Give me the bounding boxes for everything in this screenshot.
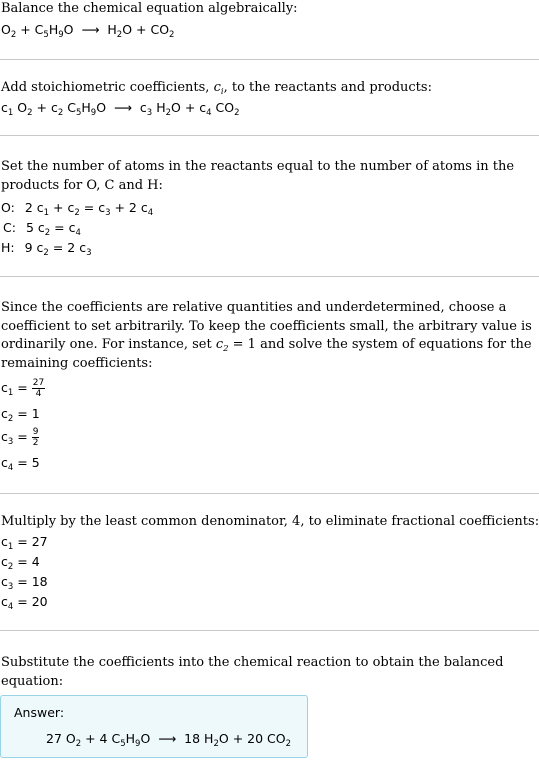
divider	[0, 59, 539, 60]
step6-intro: Substitute the coefficients into the chemical reaction to obtain the balanced equation:	[1, 655, 504, 689]
atom-row-c: C: 5 $c_2 = c_4$	[3, 220, 81, 238]
answer-label: Answer:	[14, 705, 65, 720]
atom-row-h: H: 9 $c_2 = 2$ $c_3$	[1, 240, 92, 258]
step4-intro: Since the coefficients are relative quantities and underdetermined, choose a coefficient to set arbitrarily. To keep the coefficients small, the arbitrary value is ordinarily one. For instance, set $c_2 = 1$ and solve the system of equations for the remaining coefficients:	[1, 300, 532, 371]
balanced-equation: 27 $O_2 + 4$ $C_5H_9O$ ⟶ 18 $H_2O + 20$ $CO_2$	[46, 731, 292, 749]
coef-c1: $c_1$ = $\frac{27}{4}$	[1, 378, 45, 399]
atom-label: H:	[1, 240, 15, 255]
step3-intro: Set the number of atoms in the reactants equal to the number of atoms in the products for O, C and H:	[1, 159, 515, 193]
step1-equation: $O_2 + C_5H_9O$ ⟶ $H_2O + CO_2$	[1, 22, 175, 40]
coef-c3: $c_3 = 18$	[1, 574, 48, 592]
coef-c2: $c_2 = 4$	[1, 554, 40, 572]
atom-row-o: O: 2 $c_1 + c_2 = c_3 + 2$ $c_4$	[1, 200, 154, 218]
atom-label: O:	[1, 200, 15, 215]
divider	[0, 276, 539, 277]
step1-intro: Balance the chemical equation algebraically:	[1, 1, 298, 16]
step5-intro: Multiply by the least common denominator, 4, to eliminate fractional coefficients:	[1, 514, 539, 529]
coef-c4: $c_4 = 20$	[1, 594, 48, 612]
step2-intro: Add stoichiometric coefficients, $c_i$, to the reactants and products:	[1, 80, 432, 97]
coef-c1: $c_1 = 27$	[1, 534, 48, 552]
coef-c3: $c_3$ = $\frac{9}{2}$	[1, 427, 39, 448]
step2-equation: $c_1$ $O_2 + c_2$ $C_5H_9O$ ⟶ $c_3$ $H_2O + c_4$ $CO_2$	[1, 100, 240, 118]
divider	[0, 135, 539, 136]
coef-c2: $c_2 = 1$	[1, 406, 40, 424]
divider	[0, 630, 539, 631]
coef-c4: $c_4 = 5$	[1, 455, 40, 473]
fraction: $\frac{9}{2}$	[32, 427, 39, 448]
fraction: $\frac{27}{4}$	[32, 378, 45, 399]
divider	[0, 493, 539, 494]
atom-label: C:	[3, 220, 16, 235]
answer-box	[0, 695, 308, 758]
